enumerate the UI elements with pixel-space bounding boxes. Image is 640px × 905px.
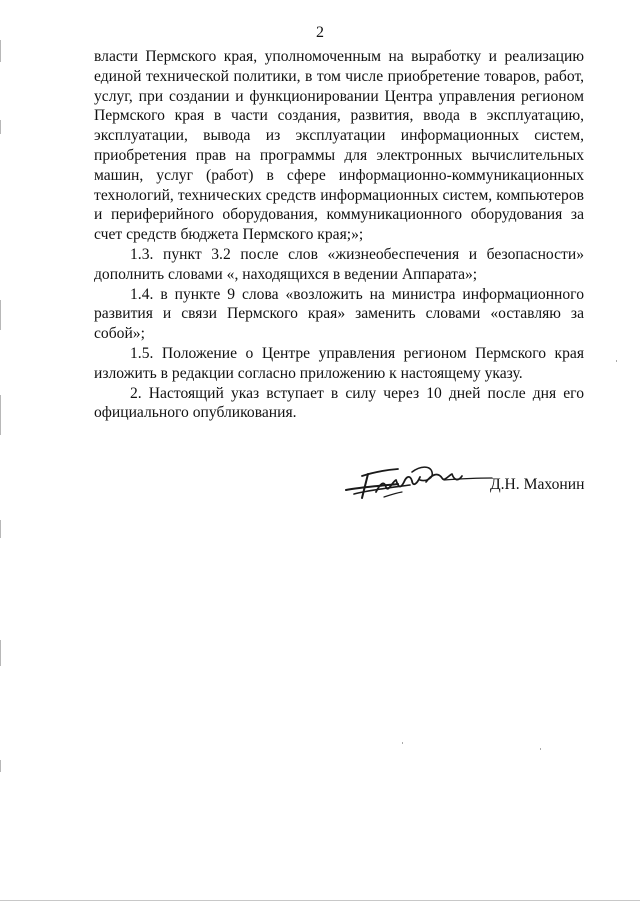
page-number: 2 bbox=[316, 24, 324, 41]
handwritten-signature bbox=[340, 460, 495, 510]
signer-name: Д.Н. Махонин bbox=[490, 476, 585, 493]
paragraph-continuation: власти Пермского края, уполномоченным на выработку и реализацию единой технической политики, в том числе приобретение товаров, работ, услуг, при создании и функционировании Центра управления регионом Пермского края в части создания, развития, ввода в эксплуатацию, эксплуатации, вывода из эксплуатации информационных систем, приобретения прав на программы для электронных вычислительных машин, услуг (работ) в сфере информационно-коммуникационных технологий, технических средств информационных систем, компьютеров и периферийного оборудования, коммуникационного оборудования за счет средств бюджета Пермского края;»; bbox=[94, 48, 584, 244]
paragraph-item-2: 2. Настоящий указ вступает в силу через 10 дней после дня его официального опубликования. bbox=[94, 384, 584, 422]
paragraph-item-1-5: 1.5. Положение о Центре управления регионом Пермского края изложить в редакции согласно приложению к настоящему указу. bbox=[94, 344, 584, 382]
paragraph-item-1-3: 1.3. пункт 3.2 после слов «жизнеобеспечения и безопасности» дополнить словами «, находящихся в ведении Аппарата»; bbox=[94, 245, 584, 283]
scan-speck bbox=[540, 748, 541, 750]
document-body bbox=[94, 47, 584, 423]
scan-speck bbox=[616, 360, 617, 362]
scan-speck bbox=[402, 742, 403, 744]
scan-left-edge bbox=[0, 0, 3, 905]
scan-bottom-edge bbox=[0, 900, 640, 901]
paragraph-item-1-4: 1.4. в пункте 9 слова «возложить на министра информационного развития и связи Пермского края» заменить словами «оставляю за собой»; bbox=[94, 285, 584, 343]
